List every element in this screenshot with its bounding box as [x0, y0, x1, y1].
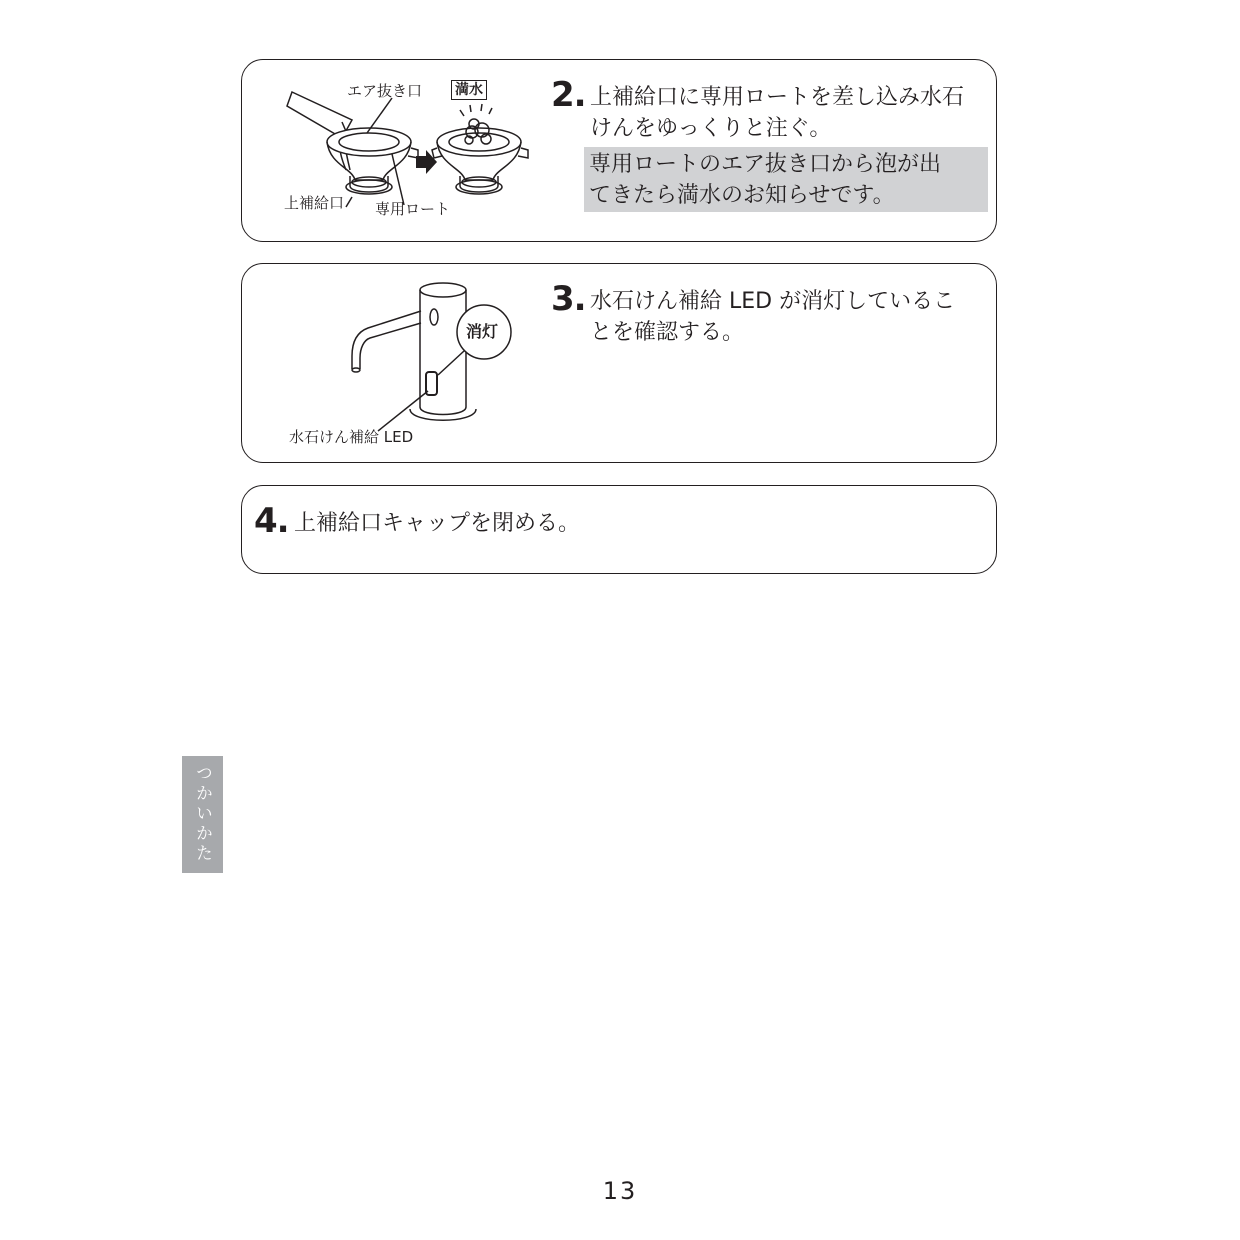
- led-label: 水石けん補給 LED: [289, 428, 414, 446]
- full-label: 満水: [451, 80, 487, 100]
- funnel-label: 専用ロート: [375, 200, 451, 218]
- inlet-label: 上補給口: [284, 194, 345, 212]
- step-2-number: 2.: [551, 75, 586, 115]
- note-line-2: てきたら満水のお知らせです。: [589, 183, 895, 208]
- step-4-panel: [241, 485, 997, 574]
- step-4-instruction: 上補給口キャップを閉める。: [294, 511, 581, 536]
- step-2-line-2: けんをゆっくりと注ぐ。: [590, 116, 832, 141]
- step-3-number: 3.: [551, 279, 586, 319]
- led-off-label: 消灯: [466, 322, 499, 341]
- step-2-instruction: [590, 82, 964, 144]
- section-tab: [182, 756, 223, 873]
- step-3-panel: [241, 263, 997, 463]
- note-line-1: 専用ロートのエア抜き口から泡が出: [589, 152, 942, 177]
- page-number: 13: [602, 1177, 638, 1205]
- step-3-line-2: とを確認する。: [590, 320, 745, 345]
- section-tab-label: つかいかた: [192, 764, 212, 864]
- full-notice-box: [584, 147, 988, 212]
- step-4-number: 4.: [254, 501, 289, 541]
- step-3-line-1: 水石けん補給 LED が消灯しているこ: [590, 289, 956, 314]
- step-2-panel: [241, 59, 997, 242]
- step-2-line-1: 上補給口に専用ロートを差し込み水石: [590, 85, 965, 110]
- step-3-instruction: [590, 286, 955, 348]
- air-vent-label: エア抜き口: [347, 82, 423, 100]
- arrow-right-icon: [416, 150, 437, 174]
